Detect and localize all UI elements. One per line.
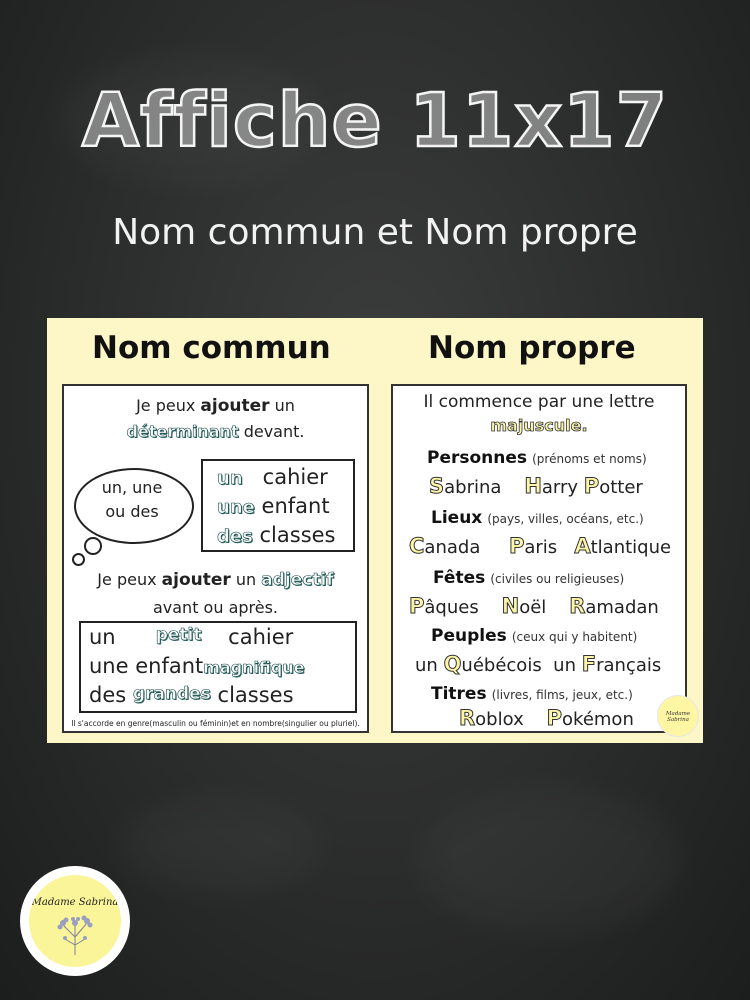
example-row: une enfantmagnifique bbox=[89, 654, 305, 678]
logo-text: Madame Sabrina bbox=[31, 897, 119, 908]
cloud-line1: un, une bbox=[101, 478, 163, 497]
examples-fetes: Pâques Noël Ramadan bbox=[409, 594, 659, 618]
footnote: Il s'accorde en genre(masculin ou féminin)et en nombre(singulier ou pluriel). bbox=[71, 719, 360, 728]
rule-majuscule: Il commence par une lettre bbox=[423, 392, 655, 412]
nom-propre-heading: Nom propre bbox=[428, 330, 636, 366]
rule-determinant: Je peux ajouter un bbox=[136, 396, 295, 416]
nom-propre-panel bbox=[391, 384, 687, 733]
example-row: un cahier bbox=[217, 465, 328, 489]
rule-adjectif-line2: avant ou après. bbox=[152, 598, 279, 617]
nom-commun-heading: Nom commun bbox=[92, 330, 331, 366]
examples-peuples: un Québécois un Français bbox=[415, 652, 662, 676]
category-titres: Titres (livres, films, jeux, etc.) bbox=[431, 684, 633, 704]
category-peuples: Peuples (ceux qui y habitent) bbox=[431, 626, 638, 646]
page-subtitle: Nom commun et Nom propre bbox=[112, 212, 638, 253]
rule-determinant-line2: déterminant devant. bbox=[126, 422, 305, 441]
chalk-smudge bbox=[120, 800, 320, 890]
category-lieux: Lieux (pays, villes, océans, etc.) bbox=[431, 508, 644, 528]
category-fetes: Fêtes (civiles ou religieuses) bbox=[433, 568, 625, 588]
examples-lieux: Canada Paris Atlantique bbox=[409, 534, 672, 558]
adjectif-examples bbox=[79, 621, 357, 713]
example-row: des grandes classes bbox=[89, 683, 294, 707]
madame-sabrina-logo bbox=[20, 866, 130, 976]
page-title: Affiche 11x17 bbox=[81, 78, 669, 164]
flower-icon bbox=[29, 875, 121, 967]
rule-adjectif: Je peux ajouter un adjectif bbox=[97, 570, 334, 590]
example-row: des classes bbox=[217, 523, 336, 547]
nom-commun-panel bbox=[62, 384, 369, 733]
cloud-line2: ou des bbox=[105, 502, 159, 521]
chalk-smudge bbox=[420, 790, 680, 930]
rule-majuscule-line2: majuscule. bbox=[490, 416, 588, 435]
examples-personnes: Sabrina Harry Potter bbox=[429, 474, 643, 498]
madame-sabrina-logo-small: Madame Sabrina bbox=[657, 695, 699, 737]
category-personnes: Personnes (prénoms et noms) bbox=[427, 448, 647, 468]
determinant-examples bbox=[201, 459, 355, 552]
examples-titres: Roblox Pokémon bbox=[459, 706, 634, 730]
example-row: un petit cahier bbox=[89, 625, 294, 649]
poster-preview bbox=[47, 318, 703, 743]
example-row: une enfant bbox=[217, 494, 330, 518]
